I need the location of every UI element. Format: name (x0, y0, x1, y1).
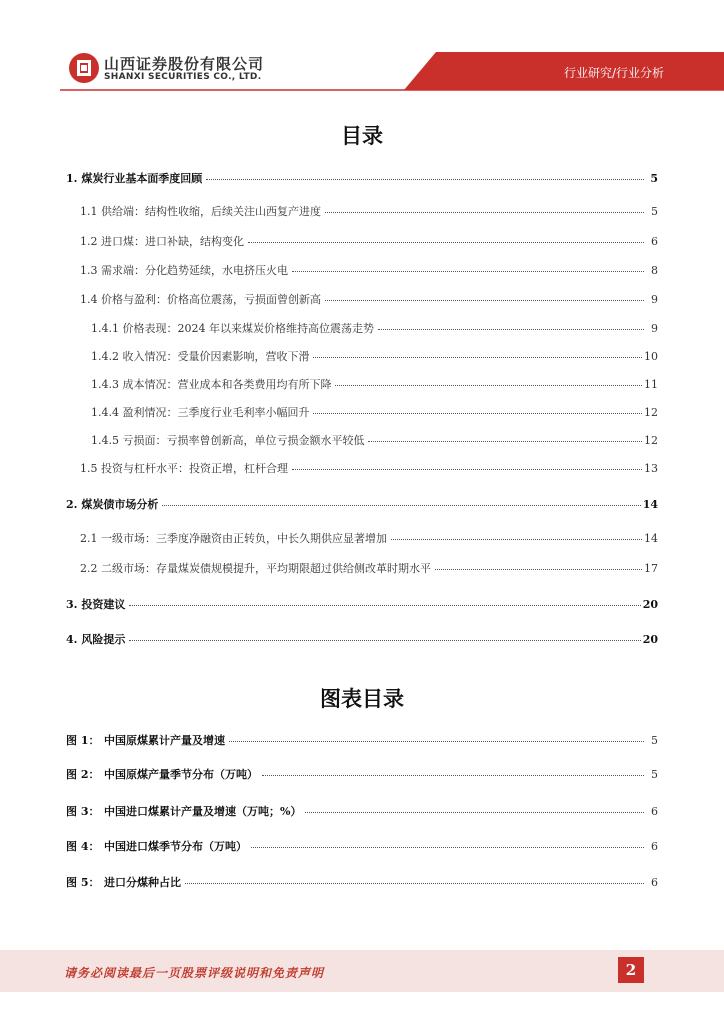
toc-entry-page: 14 (642, 498, 658, 511)
toc-entry[interactable] (91, 320, 658, 336)
toc-entry[interactable] (80, 203, 658, 219)
company-name-en: SHANXI SECURITIES CO., LTD. (104, 72, 262, 82)
toc-entry-page: 9 (651, 322, 658, 335)
figure-number: 图 3： (66, 805, 100, 818)
toc-entry-label: 1.4.5 亏损面：亏损率曾创新高，单位亏损金额水平较低 (91, 434, 365, 447)
figure-number: 图 1： (66, 734, 100, 747)
toc-entry-label: 2.2 二级市场：存量煤炭债规模提升，平均期限超过供给侧改革时期水平 (80, 562, 431, 575)
toc-entry[interactable] (91, 376, 658, 392)
page-header (0, 0, 724, 100)
toc-entry-label: 1.4.3 成本情况：营业成本和各类费用均有所下降 (91, 378, 332, 391)
toc-entry-label: 1.4.2 收入情况：受量价因素影响，营收下滑 (91, 350, 310, 363)
toc-entry[interactable] (80, 233, 658, 249)
leader-dots (378, 329, 644, 330)
leader-dots (129, 605, 640, 606)
toc-entry-label: 1.3 需求端：分化趋势延续，水电挤压火电 (80, 264, 288, 277)
toc-entry-label: 1.4.4 盈利情况：三季度行业毛利率小幅回升 (91, 406, 310, 419)
figure-entry[interactable] (66, 838, 658, 854)
company-name-cn: 山西证券股份有限公司 (104, 55, 265, 73)
leader-dots (325, 212, 644, 213)
leader-dots (292, 271, 644, 272)
toc-entry-label: 2. 煤炭债市场分析 (66, 498, 159, 511)
page-number: 2 (618, 957, 644, 983)
toc-entry-page: 5 (650, 172, 658, 185)
figure-entry[interactable] (66, 766, 658, 782)
toc-entry[interactable] (91, 348, 658, 364)
figure-entry[interactable] (66, 732, 658, 748)
toc-entry-label: 2.1 一级市场：三季度净融资由正转负，中长久期供应显著增加 (80, 532, 387, 545)
toc-entry[interactable] (66, 596, 658, 612)
figure-entry-page: 5 (651, 768, 658, 781)
figure-entry-page: 6 (651, 805, 658, 818)
figure-entry-page: 5 (651, 734, 658, 747)
company-logo-icon (68, 52, 100, 84)
toc-entry[interactable] (80, 262, 658, 278)
toc-entry[interactable] (91, 432, 658, 448)
leader-dots (313, 413, 642, 414)
leader-dots (391, 539, 642, 540)
toc-entry-page: 10 (644, 350, 658, 363)
leader-dots (262, 775, 644, 776)
toc-entry-page: 8 (651, 264, 658, 277)
toc-entry-page: 14 (644, 532, 658, 545)
toc-entry-label: 1.5 投资与杠杆水平：投资正增，杠杆合理 (80, 462, 288, 475)
toc-entry[interactable] (91, 404, 658, 420)
toc-entry[interactable] (80, 560, 658, 576)
toc-entry-page: 20 (642, 598, 658, 611)
toc-entry[interactable] (66, 170, 658, 186)
toc-entry-page: 17 (644, 562, 658, 575)
toc-title: 目录 (341, 124, 383, 148)
header-banner (0, 0, 724, 100)
figure-entry-label: 中国原煤产量季节分布（万吨） (104, 768, 258, 781)
toc-entry-label: 1.4.1 价格表现：2024 年以来煤炭价格维持高位震荡走势 (91, 322, 374, 335)
leader-dots (435, 569, 642, 570)
figure-entry[interactable] (66, 803, 658, 819)
figure-number: 图 4： (66, 840, 100, 853)
disclaimer-notice: 请务必阅读最后一页股票评级说明和免责声明 (64, 966, 325, 980)
toc-entry-page: 20 (642, 633, 658, 646)
figure-entry[interactable] (66, 874, 658, 890)
leader-dots (229, 741, 644, 742)
toc-entry-label: 3. 投资建议 (66, 598, 126, 611)
leader-dots (206, 179, 644, 180)
toc-entry-page: 5 (651, 205, 658, 218)
leader-dots (251, 847, 644, 848)
toc-entry[interactable] (66, 631, 658, 647)
figure-number: 图 2： (66, 768, 100, 781)
figure-entry-label: 中国原煤累计产量及增速 (104, 734, 225, 747)
toc-entry-page: 6 (651, 235, 658, 248)
figure-entry-label: 进口分煤种占比 (104, 876, 181, 889)
leader-dots (248, 242, 644, 243)
leader-dots (325, 300, 644, 301)
toc-entry[interactable] (80, 530, 658, 546)
toc-entry[interactable] (80, 291, 658, 307)
toc-entry-label: 1.1 供给端：结构性收缩，后续关注山西复产进度 (80, 205, 321, 218)
leader-dots (313, 357, 642, 358)
toc-entry-page: 13 (644, 462, 658, 475)
leader-dots (162, 505, 640, 506)
figure-entry-label: 中国进口煤累计产量及增速（万吨；%） (104, 805, 302, 818)
toc-entry-label: 4. 风险提示 (66, 633, 126, 646)
toc-entry-page: 12 (644, 406, 658, 419)
toc-entry-page: 9 (651, 293, 658, 306)
leader-dots (368, 441, 642, 442)
figure-number: 图 5： (66, 876, 100, 889)
figure-entry-page: 6 (651, 840, 658, 853)
leader-dots (185, 883, 644, 884)
toc-entry[interactable] (66, 496, 658, 512)
leader-dots (292, 469, 642, 470)
toc-entry-label: 1.2 进口煤：进口补缺，结构变化 (80, 235, 244, 248)
figure-list-title: 图表目录 (320, 687, 404, 711)
leader-dots (335, 385, 642, 386)
leader-dots (305, 812, 644, 813)
figure-entry-label: 中国进口煤季节分布（万吨） (104, 840, 247, 853)
report-category: 行业研究/行业分析 (563, 66, 664, 80)
toc-entry-page: 11 (644, 378, 658, 391)
toc-entry-label: 1.4 价格与盈利：价格高位震荡，亏损面曾创新高 (80, 293, 321, 306)
page-footer (0, 950, 724, 992)
toc-entry[interactable] (80, 460, 658, 476)
figure-entry-page: 6 (651, 876, 658, 889)
toc-entry-label: 1. 煤炭行业基本面季度回顾 (66, 172, 203, 185)
toc-entry-page: 12 (644, 434, 658, 447)
leader-dots (129, 640, 640, 641)
